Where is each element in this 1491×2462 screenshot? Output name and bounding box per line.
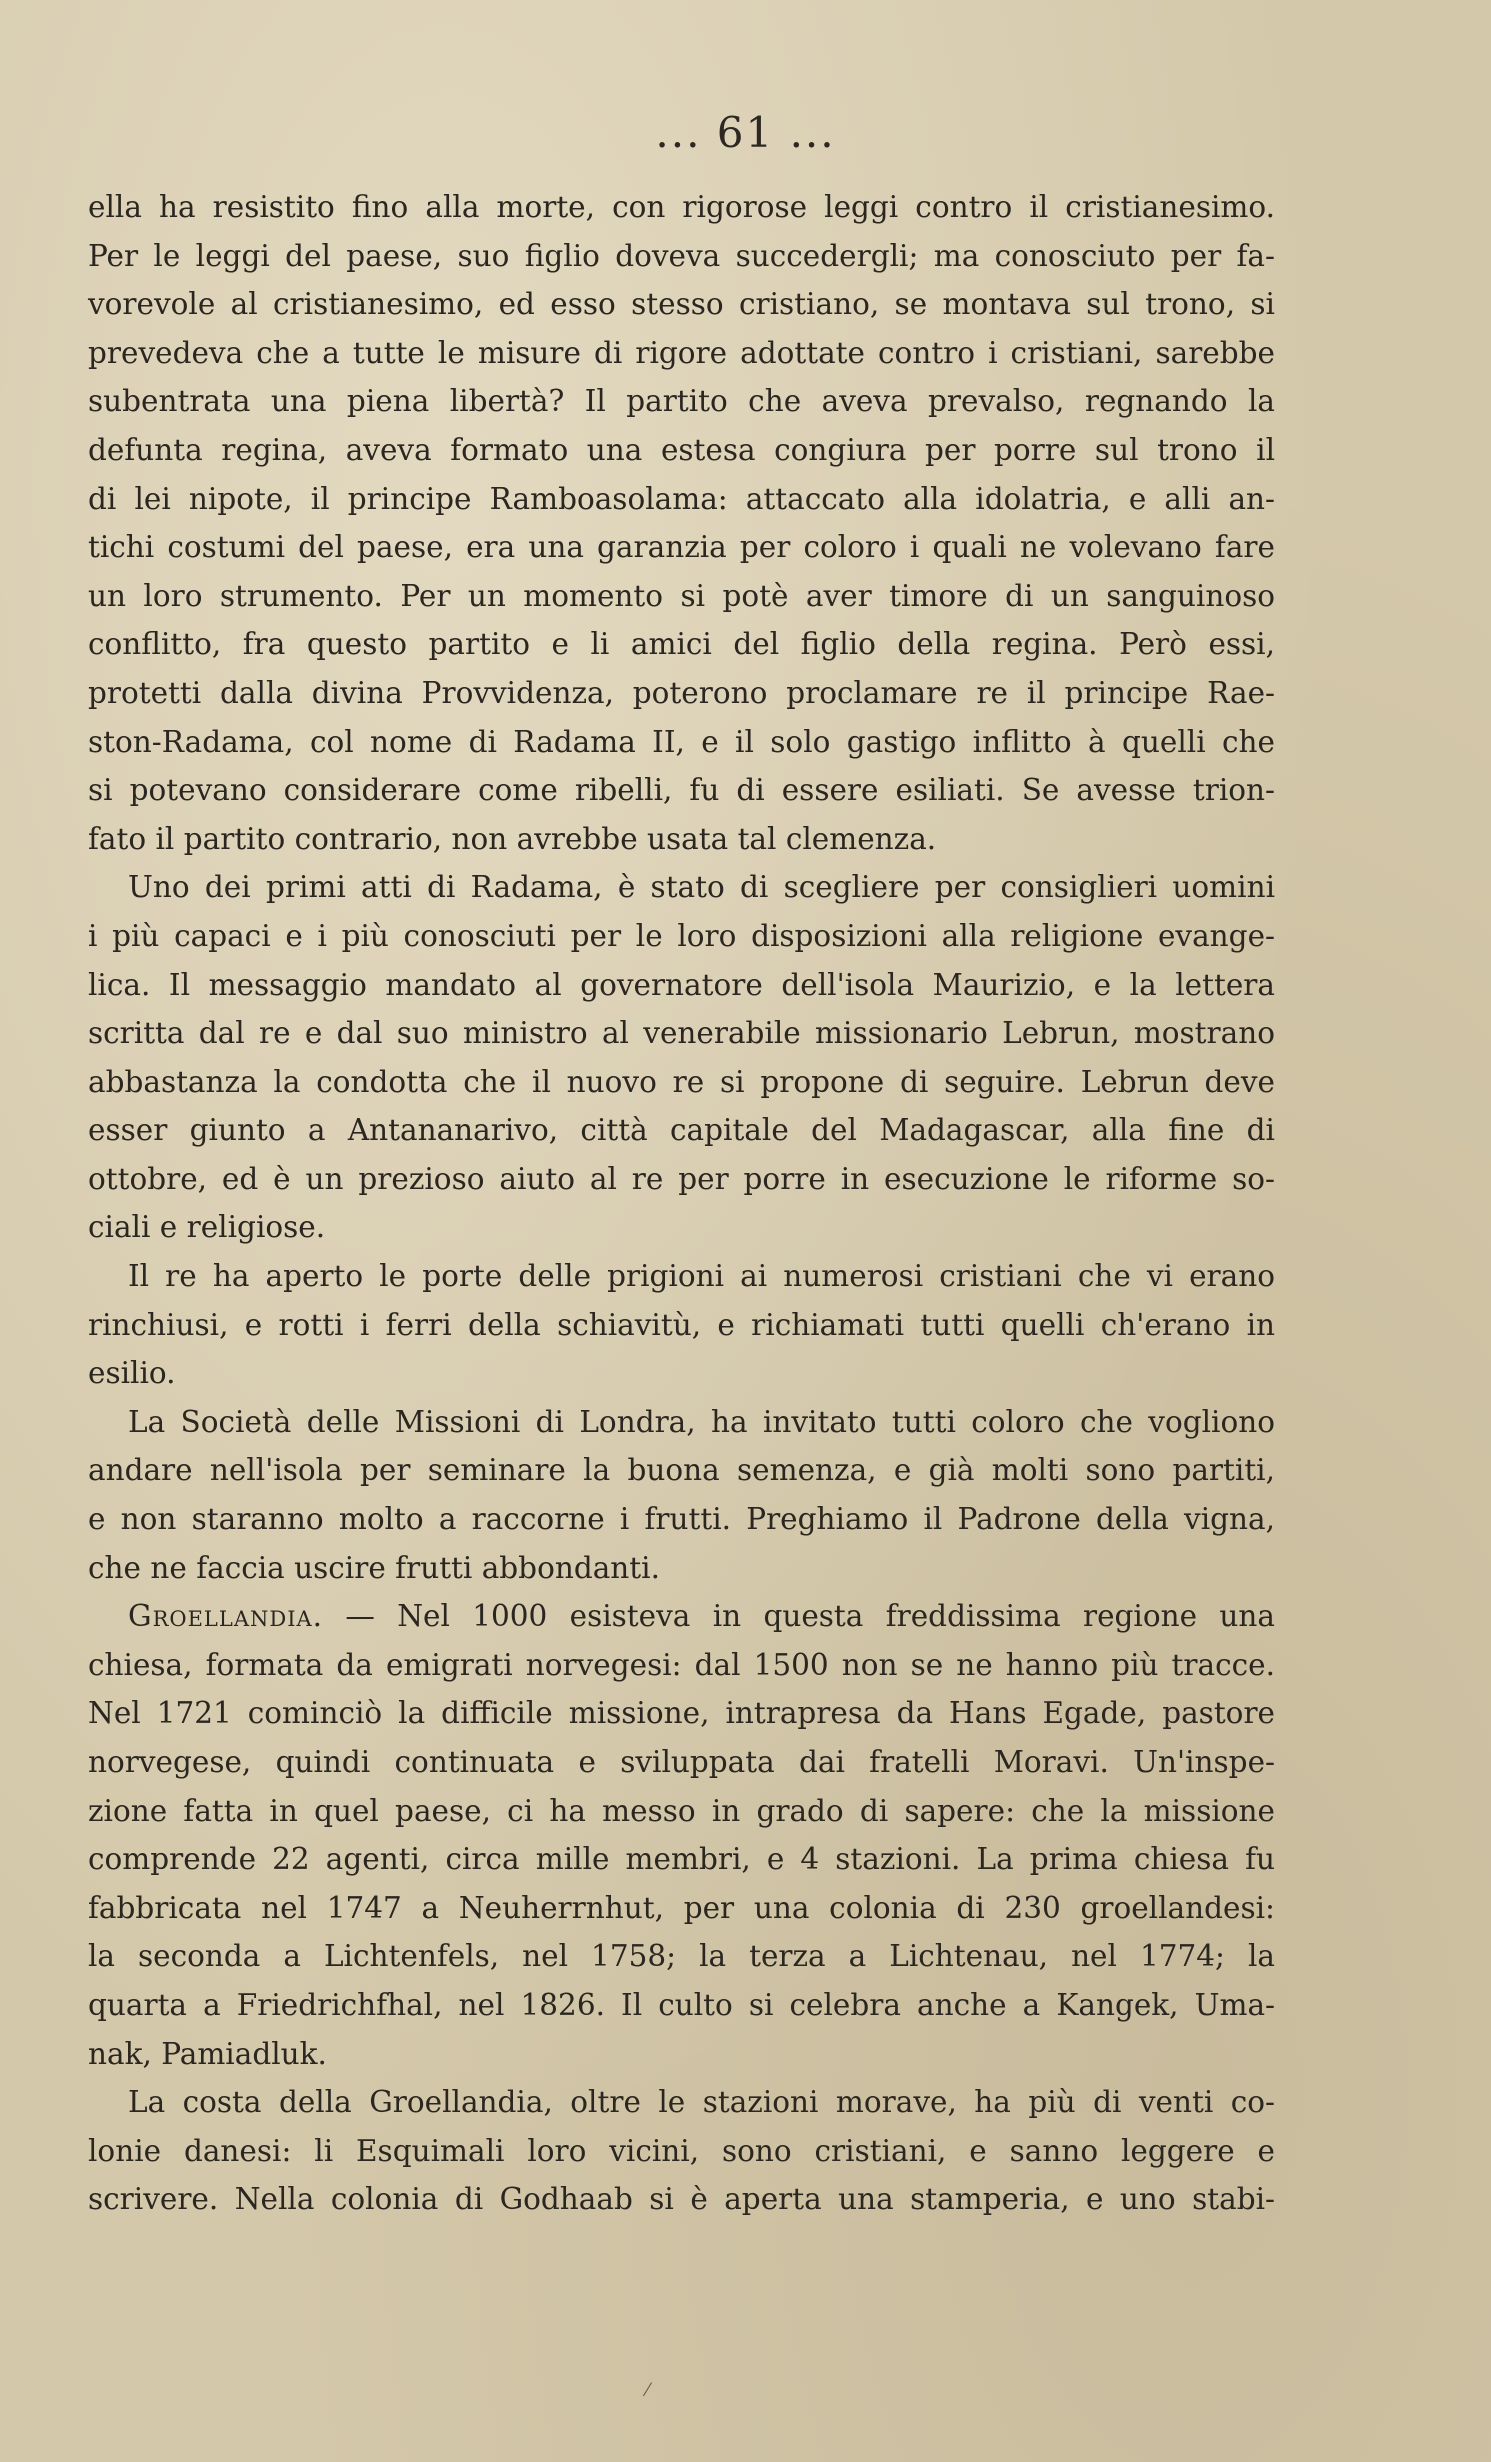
page-number: ... 61 ...	[655, 108, 836, 157]
section-heading: Groellandia.	[128, 1599, 324, 1634]
text-line: abbastanza la condotta che il nuovo re si propone di seguire. Lebrun deve	[88, 1064, 1275, 1099]
text-line: esser giunto a Antananarivo, città capitale del Madagascar, alla fine di	[88, 1113, 1275, 1148]
text-line: protetti dalla divina Provvidenza, poterono proclamare re il principe Rae-	[88, 675, 1275, 710]
text-line: chiesa, formata da emigrati norvegesi: dal 1500 non se ne hanno più tracce.	[88, 1647, 1275, 1682]
text-line: La costa della Groellandia, oltre le stazioni morave, ha più di venti co-	[128, 2085, 1275, 2120]
text-line: ciali e religiose.	[88, 1210, 326, 1245]
text-line: Nel 1721 cominciò la difficile missione, intrapresa da Hans Egade, pastore	[88, 1696, 1275, 1731]
text-line-rest: — Nel 1000 esisteva in questa freddissima regione una	[323, 1599, 1275, 1634]
text-line: di lei nipote, il principe Ramboasolama: attaccato alla idolatria, e alli an-	[88, 481, 1275, 516]
text-line: Il re ha aperto le porte delle prigioni ai numerosi cristiani che vi erano	[128, 1259, 1275, 1294]
text-line: quarta a Friedrichfhal, nel 1826. Il culto si celebra anche a Kangek, Uma-	[88, 1987, 1275, 2022]
text-line: i più capaci e i più conosciuti per le loro disposizioni alla religione evange-	[88, 918, 1275, 953]
text-line: vorevole al cristianesimo, ed esso stesso cristiano, se montava sul trono, si	[88, 287, 1275, 322]
text-line: e non staranno molto a raccorne i frutti. Preghiamo il Padrone della vigna,	[88, 1502, 1275, 1537]
text-line: la seconda a Lichtenfels, nel 1758; la terza a Lichtenau, nel 1774; la	[88, 1939, 1275, 1974]
text-line	[88, 1592, 1275, 1641]
text-line: un loro strumento. Per un momento si potè aver timore di un sanguinoso	[88, 578, 1275, 613]
text-line: prevedeva che a tutte le misure di rigore adottate contro i cristiani, sarebbe	[88, 335, 1275, 370]
text-line: andare nell'isola per seminare la buona semenza, e già molti sono partiti,	[88, 1453, 1275, 1488]
text-line: lica. Il messaggio mandato al governatore dell'isola Maurizio, e la lettera	[88, 967, 1275, 1002]
text-line: subentrata una piena libertà? Il partito che aveva prevalso, regnando la	[88, 384, 1275, 419]
text-line: norvegese, quindi continuata e sviluppata dai fratelli Moravi. Un'inspe-	[88, 1745, 1275, 1779]
text-line: esilio.	[88, 1356, 176, 1391]
text-line: ella ha resistito fino alla morte, con rigorose leggi contro il cristianesimo.	[88, 190, 1275, 224]
text-line: comprende 22 agenti, circa mille membri, e 4 stazioni. La prima chiesa fu	[88, 1842, 1275, 1877]
text-line: zione fatta in quel paese, ci ha messo in grado di sapere: che la missione	[88, 1793, 1275, 1828]
text-line: ston-Radama, col nome di Radama II, e il solo gastigo inflitto à quelli che	[88, 724, 1275, 759]
text-line: si potevano considerare come ribelli, fu di essere esiliati. Se avesse trion-	[88, 773, 1275, 808]
text-line: nak, Pamiadluk.	[88, 2036, 327, 2071]
footer-mark: ⁄	[646, 2380, 650, 2401]
text-line: ottobre, ed è un prezioso aiuto al re per porre in esecuzione le riforme so-	[88, 1161, 1275, 1196]
body-text	[88, 183, 1275, 2224]
text-line: Uno dei primi atti di Radama, è stato di scegliere per consiglieri uomini	[128, 870, 1275, 905]
text-line: fato il partito contrario, non avrebbe usata tal clemenza.	[88, 821, 937, 856]
text-line: conflitto, fra questo partito e li amici del figlio della regina. Però essi,	[88, 627, 1275, 662]
text-line: rinchiusi, e rotti i ferri della schiavitù, e richiamati tutti quelli ch'erano in	[88, 1307, 1275, 1342]
text-line: lonie danesi: li Esquimali loro vicini, sono cristiani, e sanno leggere e	[88, 2133, 1275, 2168]
text-line: fabbricata nel 1747 a Neuherrnhut, per una colonia di 230 groellandesi:	[88, 1890, 1275, 1925]
text-line: Per le leggi del paese, suo figlio doveva succedergli; ma conosciuto per fa-	[88, 238, 1275, 273]
text-line: tichi costumi del paese, era una garanzia per coloro i quali ne volevano fare	[88, 530, 1275, 565]
text-line: La Società delle Missioni di Londra, ha invitato tutti coloro che vogliono	[128, 1404, 1275, 1439]
text-line: scrivere. Nella colonia di Godhaab si è aperta una stamperia, e uno stabi-	[88, 2182, 1275, 2217]
text-line: scritta dal re e dal suo ministro al venerabile missionario Lebrun, mostrano	[88, 1016, 1275, 1051]
text-line: che ne faccia uscire frutti abbondanti.	[88, 1550, 660, 1585]
text-line: defunta regina, aveva formato una estesa congiura per porre sul trono il	[88, 432, 1275, 467]
